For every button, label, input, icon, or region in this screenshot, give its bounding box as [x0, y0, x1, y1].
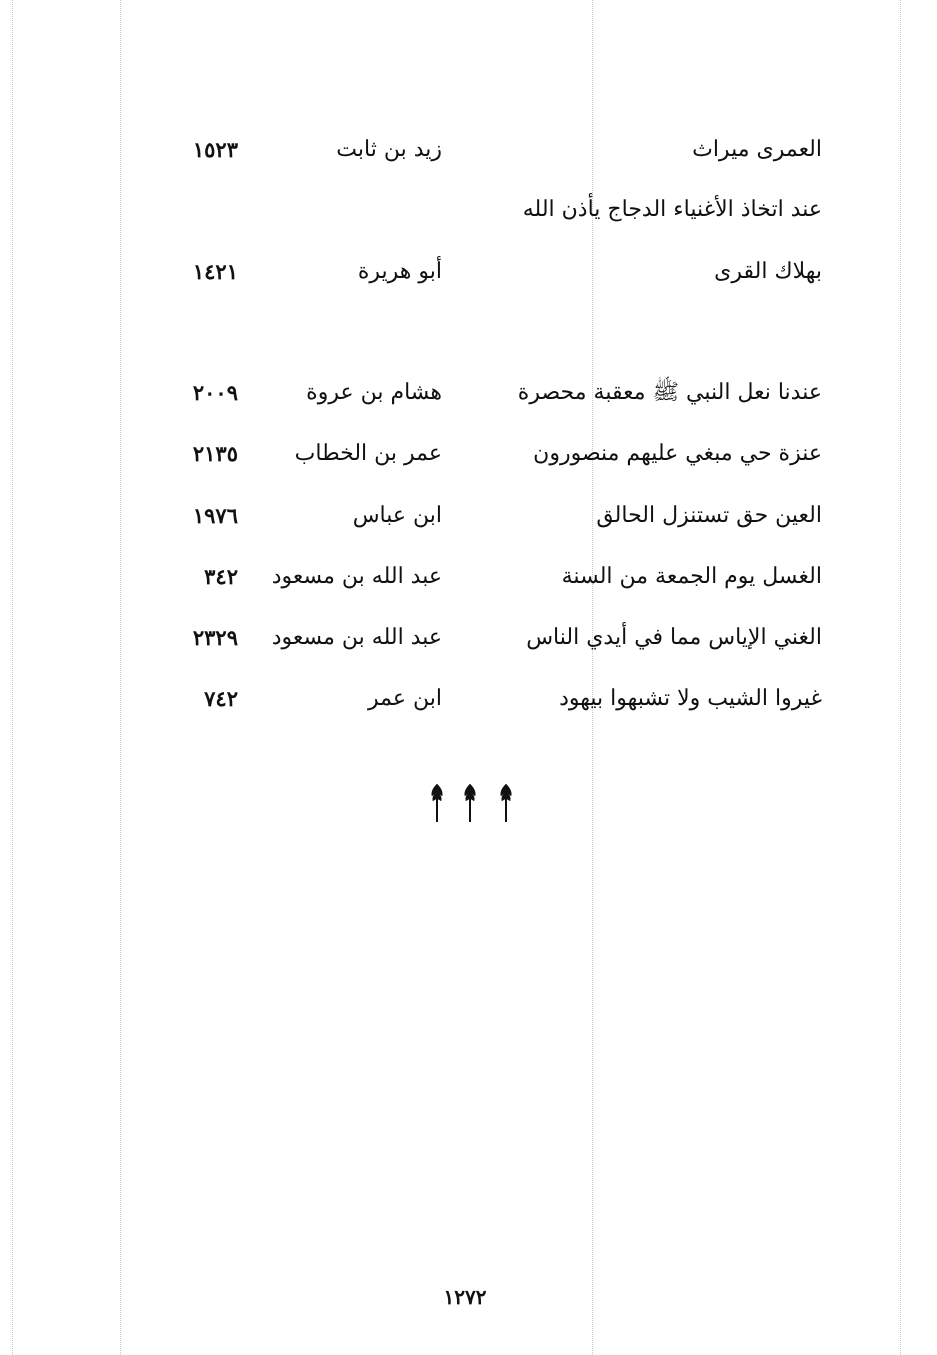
entry-narrator: عبد الله بن مسعود — [271, 625, 442, 650]
index-entry — [150, 679, 830, 719]
entry-number: ٣٤٢ — [204, 564, 238, 589]
entry-number: ٢٣٢٩ — [192, 625, 238, 650]
entry-number: ١٥٢٣ — [192, 137, 238, 162]
entry-narrator: ابن عمر — [368, 686, 442, 711]
entry-text: غيروا الشيب ولا تشبهوا بيهود — [559, 686, 822, 711]
entry-text: الغني الإياس مما في أيدي الناس — [526, 625, 822, 650]
three-flower-ornament-icon — [420, 778, 530, 828]
entry-number: ٢٠٠٩ — [192, 380, 238, 405]
entry-text: العمرى ميراث — [692, 137, 822, 162]
scan-artifact-line — [900, 0, 901, 1355]
entry-number: ٧٤٢ — [204, 686, 238, 711]
entry-text: الغسل يوم الجمعة من السنة — [561, 564, 822, 589]
index-entry — [150, 373, 830, 413]
index-entry — [150, 557, 830, 597]
index-entry — [150, 130, 830, 170]
entry-narrator: عمر بن الخطاب — [294, 441, 442, 466]
entry-text: عندنا نعل النبي ﷺ معقبة محصرة — [517, 380, 822, 405]
entry-narrator: هشام بن عروة — [306, 380, 442, 405]
index-entry — [150, 434, 830, 474]
entry-number: ١٤٢١ — [192, 259, 238, 284]
entry-number: ١٩٧٦ — [192, 503, 238, 528]
entry-narrator: زيد بن ثابت — [336, 137, 442, 162]
index-entry — [150, 190, 830, 230]
entry-text: بهلاك القرى — [714, 259, 822, 284]
index-entry — [150, 496, 830, 536]
entry-number: ٢١٣٥ — [192, 441, 238, 466]
entry-narrator: أبو هريرة — [357, 259, 442, 284]
page-number: ١٢٧٢ — [443, 1285, 487, 1309]
entry-text: العين حق تستنزل الحالق — [596, 503, 822, 528]
entry-narrator: ابن عباس — [352, 503, 442, 528]
entry-text: عند اتخاذ الأغنياء الدجاج يأذن الله — [522, 197, 822, 222]
scan-artifact-line — [12, 0, 13, 1355]
scan-artifact-line — [120, 0, 121, 1355]
index-entry — [150, 252, 830, 292]
index-entry — [150, 618, 830, 658]
entry-narrator: عبد الله بن مسعود — [271, 564, 442, 589]
entry-text: عنزة حي مبغي عليهم منصورون — [533, 441, 822, 466]
